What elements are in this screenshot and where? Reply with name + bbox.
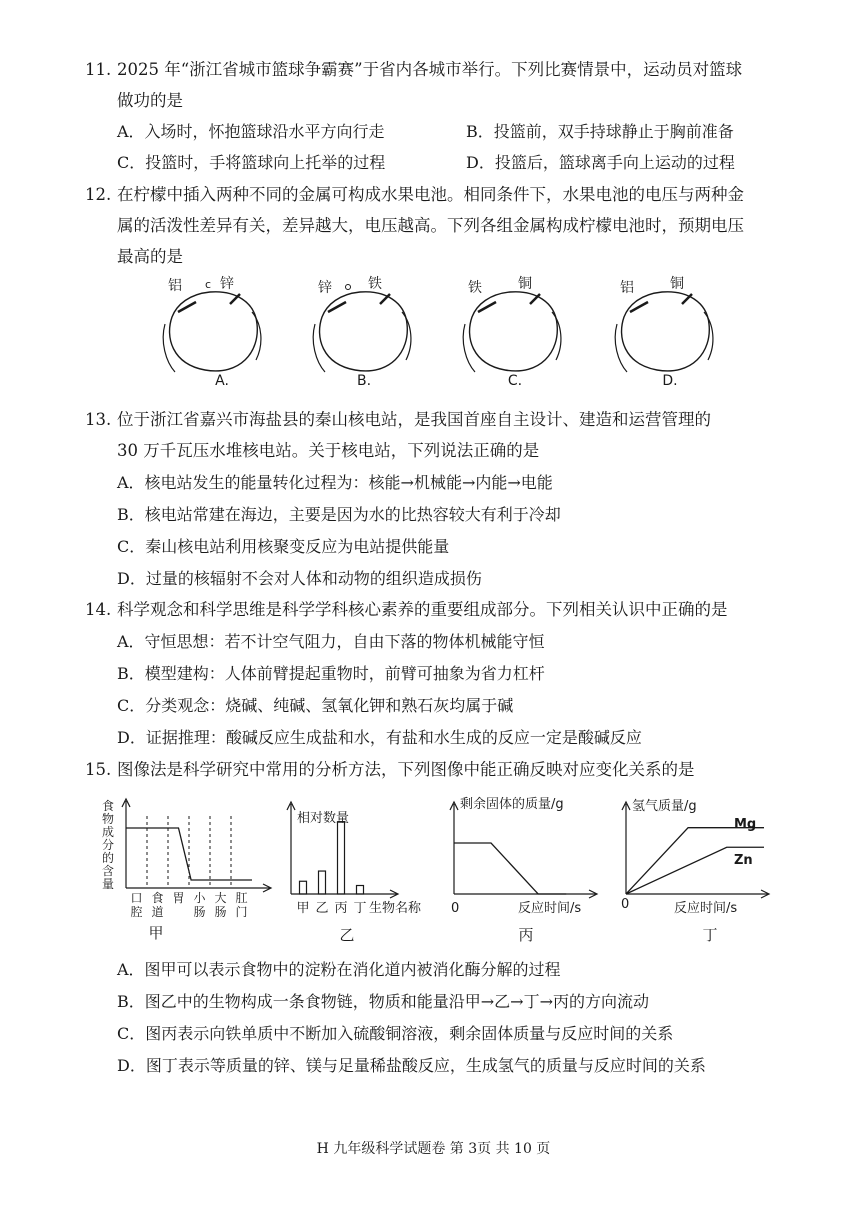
chart-ding-ylabel: 氢气质量/g bbox=[632, 799, 697, 814]
q11-option-d: D．投篮后，篮球离手向上运动的过程 bbox=[466, 153, 735, 172]
q14-stem-line1: 科学观念和科学思维是科学学科核心素养的重要组成部分。下列相关认识中正确的是 bbox=[117, 600, 728, 619]
q11-option-c: C．投篮时，手将篮球向上托举的过程 bbox=[117, 153, 386, 172]
chart-jia-ylabel-char: 食 bbox=[101, 799, 115, 813]
q15-option-c: C．图丙表示向铁单质中不断加入硫酸铜溶液，剩余固体质量与反应时间的关系 bbox=[117, 1024, 674, 1043]
q15-option-a: A．图甲可以表示食物中的淀粉在消化道内被消化酶分解的过程 bbox=[117, 960, 561, 979]
chart-jia-ylabel-char: 的 bbox=[101, 851, 115, 865]
q15-number: 15. bbox=[85, 760, 112, 779]
q13-option-a: A．核电站发生的能量转化过程为：核能→机械能→内能→电能 bbox=[117, 473, 553, 492]
lemon-figure-a bbox=[160, 272, 270, 390]
q12-stem-line3: 最高的是 bbox=[117, 247, 183, 266]
chart-yi-bar bbox=[338, 822, 345, 894]
chart-jia-ylabel-char: 成 bbox=[101, 825, 115, 839]
chart-jia-ylabel-char: 分 bbox=[101, 838, 115, 852]
lemon-d-left-metal: 铝 bbox=[620, 280, 634, 296]
chart-yi-bar bbox=[357, 886, 364, 895]
chart-yi-bar bbox=[319, 871, 326, 894]
q14-option-c: C．分类观念：烧碱、纯碱、氢氧化钾和熟石灰均属于碱 bbox=[117, 696, 514, 715]
lemon-b-caption: B. bbox=[356, 373, 372, 389]
chart-jia-tick-label: 肠 bbox=[214, 905, 227, 919]
chart-yi-caption: 乙 bbox=[339, 926, 355, 944]
q11-option-a: A．入场时，怀抱篮球沿水平方向行走 bbox=[117, 122, 385, 141]
chart-ding-series-mg: Mg bbox=[734, 817, 757, 832]
q13-stem-line2: 30 万千瓦压水堆核电站。关于核电站，下列说法正确的是 bbox=[117, 441, 540, 460]
chart-jia-tick-label: 胃 bbox=[172, 891, 185, 905]
lemon-figure-b bbox=[310, 272, 420, 390]
q11-stem-line2: 做功的是 bbox=[117, 91, 183, 110]
lemon-c-right-metal: 铜 bbox=[518, 276, 532, 292]
chart-yi-tick-label: 乙 bbox=[315, 901, 329, 916]
q12-stem-line2: 属的活泼性差异有关，差异越大，电压越高。下列各组金属构成柠檬电池时，预期电压 bbox=[117, 216, 744, 235]
lemon-a-right-metal: 锌 bbox=[220, 276, 234, 292]
q13-number: 13. bbox=[85, 410, 112, 429]
q14-option-d: D．证据推理：酸碱反应生成盐和水，有盐和水生成的反应一定是酸碱反应 bbox=[117, 728, 642, 747]
chart-jia-tick-label: 口 bbox=[130, 891, 143, 905]
chart-ding-series-zn: Zn bbox=[734, 853, 753, 868]
lemon-d-right-metal: 铜 bbox=[670, 276, 684, 292]
chart-yi-tick-label: 丙 bbox=[334, 901, 348, 916]
lemon-c-caption: C. bbox=[507, 373, 523, 389]
chart-bing-caption: 丙 bbox=[518, 926, 534, 944]
q13-option-b: B．核电站常建在海边，主要是因为水的比热容较大有利于冷却 bbox=[117, 505, 561, 524]
lemon-a-caption: A. bbox=[215, 373, 229, 389]
chart-bing bbox=[448, 796, 608, 946]
chart-yi-tick-label: 丁 bbox=[353, 901, 367, 916]
q15-option-b: B．图乙中的生物构成一条食物链，物质和能量沿甲→乙→丁→丙的方向流动 bbox=[117, 992, 649, 1011]
chart-bing-origin: 0 bbox=[451, 901, 460, 916]
q14-option-b: B．模型建构：人体前臂提起重物时，前臂可抽象为省力杠杆 bbox=[117, 664, 545, 683]
q15-stem-line1: 图像法是科学研究中常用的分析方法，下列图像中能正确反映对应变化关系的是 bbox=[117, 760, 695, 779]
chart-jia-tick-label: 腔 bbox=[130, 905, 143, 919]
chart-ding-origin: 0 bbox=[621, 897, 630, 912]
chart-jia-tick-label: 肠 bbox=[193, 905, 206, 919]
chart-jia bbox=[100, 796, 280, 946]
chart-ding-xlabel: 反应时间/s bbox=[674, 901, 738, 916]
q13-stem-line1: 位于浙江省嘉兴市海盐县的秦山核电站，是我国首座自主设计、建造和运营管理的 bbox=[117, 410, 711, 429]
q12-number: 12. bbox=[85, 185, 112, 204]
q11-number: 11. bbox=[85, 60, 112, 79]
lemon-b-right-metal: 铁 bbox=[368, 276, 382, 292]
q11-option-b: B．投篮前，双手持球静止于胸前准备 bbox=[466, 122, 734, 141]
chart-bing-line bbox=[454, 843, 566, 894]
chart-jia-tick-label: 道 bbox=[151, 905, 164, 919]
lemon-c-left-metal: 铁 bbox=[468, 280, 482, 296]
q13-option-d: D．过量的核辐射不会对人体和动物的组织造成损伤 bbox=[117, 569, 482, 588]
chart-jia-ylabel-char: 量 bbox=[101, 877, 115, 891]
chart-ding-caption: 丁 bbox=[702, 926, 718, 944]
page-footer: H 九年级科学试题卷 第 3页 共 10 页 bbox=[316, 1141, 551, 1157]
lemon-figure-d bbox=[612, 272, 722, 390]
chart-bing-ylabel: 剩余固体的质量/g bbox=[460, 797, 564, 812]
chart-jia-tick-label: 门 bbox=[235, 905, 248, 919]
chart-ding bbox=[620, 796, 780, 946]
chart-jia-tick-label: 大 bbox=[214, 891, 227, 905]
chart-yi-ylabel: 相对数量 bbox=[297, 811, 350, 826]
chart-yi bbox=[285, 796, 445, 946]
q11-stem-line1: 2025 年“浙江省城市篮球争霸赛”于省内各城市举行。下列比赛情景中，运动员对篮球 bbox=[117, 60, 743, 79]
q12-stem-line1: 在柠檬中插入两种不同的金属可构成水果电池。相同条件下，水果电池的电压与两种金 bbox=[117, 185, 744, 204]
q14-option-a: A．守恒思想：若不计空气阻力，自由下落的物体机械能守恒 bbox=[117, 632, 545, 651]
chart-yi-tick-label: 甲 bbox=[296, 901, 310, 916]
lemon-a-left-metal: 铝 bbox=[168, 278, 182, 294]
chart-jia-caption: 甲 bbox=[148, 924, 164, 942]
chart-jia-tick-label: 食 bbox=[151, 891, 164, 905]
chart-jia-tick-label: 小 bbox=[193, 891, 206, 905]
chart-jia-ylabel-char: 物 bbox=[101, 812, 115, 826]
lemon-d-caption: D. bbox=[662, 373, 678, 389]
q15-option-d: D．图丁表示等质量的锌、镁与足量稀盐酸反应，生成氢气的质量与反应时间的关系 bbox=[117, 1056, 706, 1075]
lemon-b-left-metal: 锌 bbox=[318, 280, 332, 296]
chart-bing-xlabel: 反应时间/s bbox=[518, 901, 582, 916]
chart-jia-ylabel bbox=[102, 799, 114, 891]
chart-jia-ylabel-char: 含 bbox=[101, 864, 115, 878]
q13-option-c: C．秦山核电站利用核聚变反应为电站提供能量 bbox=[117, 537, 450, 556]
q14-number: 14. bbox=[85, 600, 112, 619]
chart-yi-xlabel: 生物名称 bbox=[369, 901, 422, 916]
svg-text:c: c bbox=[205, 278, 212, 291]
chart-jia-tick-label: 肛 bbox=[235, 891, 248, 905]
chart-yi-bar bbox=[300, 881, 307, 894]
lemon-figure-c bbox=[460, 272, 570, 390]
